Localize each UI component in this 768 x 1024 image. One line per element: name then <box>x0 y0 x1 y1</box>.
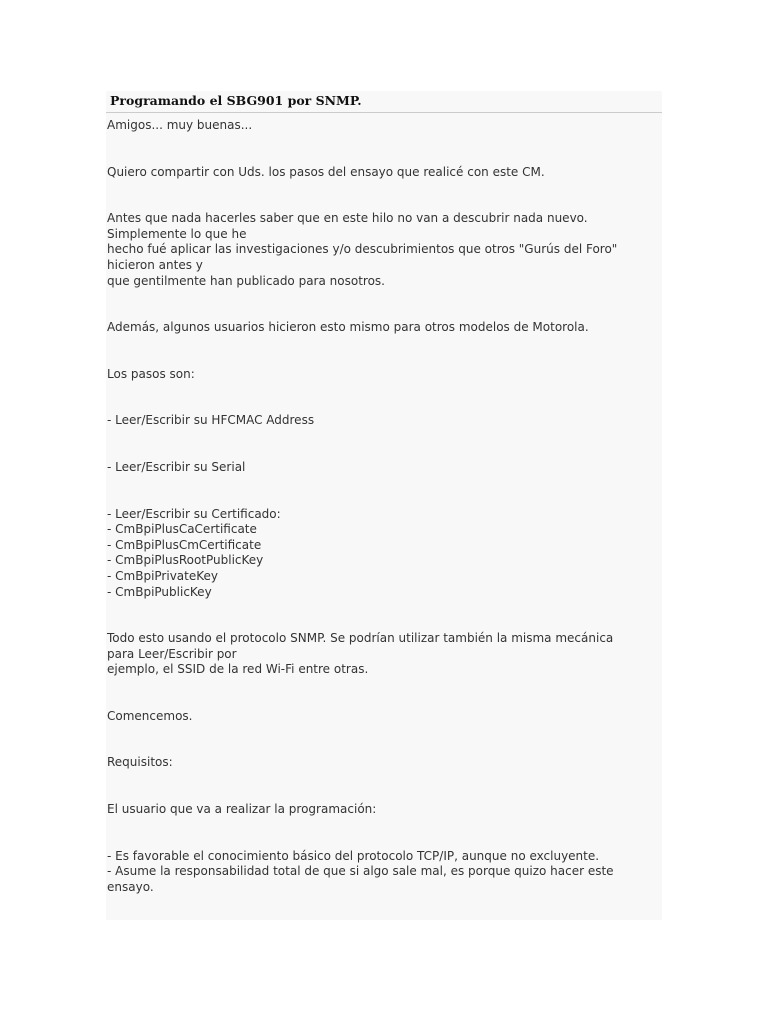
post-paragraph <box>107 709 662 725</box>
paragraph-line: hicieron antes y <box>107 257 203 272</box>
forum-post <box>106 91 662 920</box>
paragraph-line: - Es favorable el conocimiento básico del protocolo TCP/IP, aunque no excluyente. <box>107 848 600 863</box>
paragraph-line: Todo esto usando el protocolo SNMP. Se podrían utilizar también la misma mecánica <box>107 631 614 646</box>
paragraph-line: hecho fué aplicar las investigaciones y/o descubrimientos que otros "Gurús del Foro" <box>107 242 618 257</box>
paragraph-line: El usuario que va a realizar la programación: <box>107 802 377 817</box>
paragraph-line: que gentilmente han publicado para nosotros. <box>107 273 385 288</box>
post-paragraph <box>107 165 662 181</box>
paragraph-line: Quiero compartir con Uds. los pasos del ensayo que realicé con este CM. <box>107 164 545 179</box>
post-paragraph <box>107 755 662 771</box>
paragraph-line: - CmBpiPlusCaCertificate <box>107 522 257 537</box>
paragraph-line: Requisitos: <box>107 755 173 770</box>
post-paragraph <box>107 802 662 818</box>
post-paragraph <box>107 320 662 336</box>
paragraph-line: - Leer/Escribir su HFCMAC Address <box>107 413 315 428</box>
paragraph-line: Antes que nada hacerles saber que en este hilo no van a descubrir nada nuevo. <box>107 211 588 226</box>
paragraph-line: - CmBpiPrivateKey <box>107 568 218 583</box>
paragraph-line: ejemplo, el SSID de la red Wi-Fi entre otras. <box>107 662 369 677</box>
post-paragraph <box>107 849 662 896</box>
paragraph-line: para Leer/Escribir por <box>107 646 237 661</box>
paragraph-line: - CmBpiPlusRootPublicKey <box>107 553 264 568</box>
paragraph-line: Además, algunos usuarios hicieron esto mismo para otros modelos de Motorola. <box>107 320 589 335</box>
paragraph-line: - CmBpiPlusCmCertificate <box>107 537 262 552</box>
paragraph-line: - Leer/Escribir su Serial <box>107 459 246 474</box>
paragraph-line: - CmBpiPublicKey <box>107 584 212 599</box>
paragraph-line: Simplemente lo que he <box>107 226 247 241</box>
post-paragraph <box>107 631 662 678</box>
paragraph-line: Amigos... muy buenas... <box>107 118 253 132</box>
paragraph-line: - Asume la responsabilidad total de que si algo sale mal, es porque quizo hacer este <box>107 864 614 879</box>
paragraph-line: Los pasos son: <box>107 366 195 381</box>
post-paragraph <box>107 413 662 429</box>
post-paragraph <box>107 460 662 476</box>
paragraph-line: - Leer/Escribir su Certificado: <box>107 506 281 521</box>
paragraph-line: Comencemos. <box>107 708 193 723</box>
paragraph-line: ensayo. <box>107 879 154 894</box>
post-paragraph <box>107 211 662 289</box>
post-paragraph <box>107 118 662 134</box>
post-paragraph <box>107 367 662 383</box>
post-title: Programando el SBG901 por SNMP. <box>106 91 662 113</box>
post-paragraph <box>107 507 662 601</box>
post-body <box>106 113 662 895</box>
